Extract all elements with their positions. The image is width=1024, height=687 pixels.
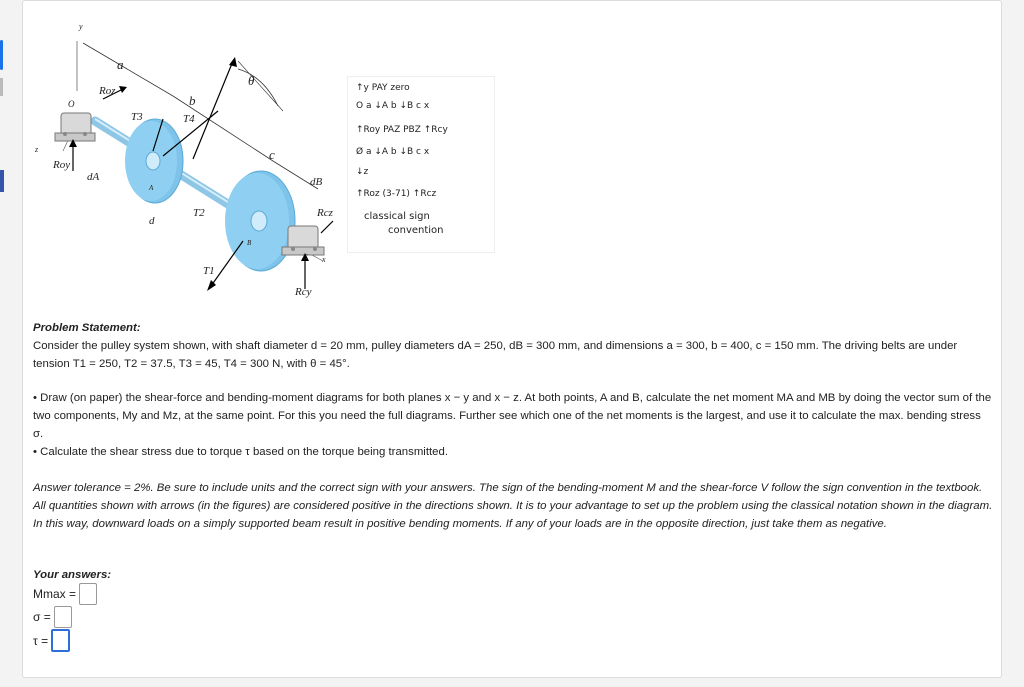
sigma-label: σ = (33, 610, 51, 624)
note-line-5: ↓z (356, 167, 369, 177)
label-theta: θ (248, 73, 255, 88)
tau-label: τ = (33, 633, 49, 648)
label-rcz: Rcz (317, 207, 333, 219)
mmax-input[interactable] (79, 583, 97, 605)
answer-row-mmax (33, 583, 97, 605)
answer-row-tau (33, 629, 70, 652)
answer-row-sigma (33, 606, 72, 628)
note-line-6: ↑Roz (3-71) ↑Rcz (356, 189, 437, 199)
label-d: d (149, 215, 155, 227)
note-line-7: classical sign (364, 211, 430, 222)
label-o: O (68, 99, 75, 109)
tau-input[interactable] (51, 629, 70, 652)
left-edge-tab (0, 40, 3, 70)
bullet-shear-stress: • Calculate the shear stress due to torque τ based on the torque being transmitted. (33, 446, 449, 458)
left-edge-marker (0, 170, 4, 192)
answer-tolerance-note: Answer tolerance = 2%. Be sure to include units and the correct sign with your answers. The sign of the bending-moment M and the shear-force V follow the sign convention in the textbook. All quantities shown with arrows (in the figures) are considered positive in the directions shown. It is to your advantage to set up the problem using the classical notation shown in the diagram. In this way, downward loads on a simply supported beam result in positive bending moments. If any of your loads are in the opposite direction, just take them as negative. (33, 482, 993, 530)
label-point-b: B (247, 239, 252, 247)
label-c: c (269, 147, 275, 162)
left-edge-tab-2 (0, 78, 3, 96)
bullet-diagrams: • Draw (on paper) the shear-force and bending-moment diagrams for both planes x − y and x − z. At both points, A and B, calculate the net moment MA and MB by doing the vector sum of the two components, My and Mz, at the same point. For this you need the full diagrams. Further see which one of the net moments is the largest, and use it to calculate the max. bending stress σ. (33, 392, 992, 440)
note-line-2: O a ↓A b ↓B c x (356, 101, 430, 111)
label-t3: T3 (131, 111, 143, 123)
problem-text: Consider the pulley system shown, with shaft diameter d = 20 mm, pulley diameters dA = 250, dB = 300 mm, and dimensions a = 300, b = 400, c = 150 mm. The driving belts are under tension T1 = 250, T2 = 37.5, T3 = 45, T4 = 300 N, with θ = 45°. (33, 340, 958, 370)
note-line-4: Ø a ↓A b ↓B c x (356, 147, 430, 157)
mmax-label: Mmax = (33, 587, 77, 601)
label-t1: T1 (203, 265, 215, 277)
label-z: z (35, 145, 39, 154)
pulley-diagram (33, 21, 343, 303)
note-line-1: ↑y PAY zero (356, 83, 410, 93)
label-db: dB (310, 176, 323, 188)
label-t4: T4 (183, 113, 195, 125)
label-point-c: C (303, 253, 308, 261)
label-t2: T2 (193, 207, 205, 219)
answers-heading: Your answers: (33, 569, 112, 581)
label-point-a: A (149, 184, 154, 192)
label-da: dA (87, 171, 100, 183)
question-card (22, 0, 1002, 678)
task-bullets (33, 389, 993, 461)
label-a: a (117, 57, 124, 72)
label-b: b (189, 93, 196, 108)
problem-heading: Problem Statement: (33, 322, 141, 334)
pulley-figure (33, 21, 343, 303)
sigma-input[interactable] (54, 606, 72, 628)
note-line-3: ↑Roy PAZ PBZ ↑Rcy (356, 125, 448, 135)
label-y: y (79, 22, 83, 31)
note-line-8: convention (388, 225, 444, 236)
label-roz: Roz (99, 85, 116, 97)
label-roy: Roy (53, 159, 71, 171)
label-rcy: Rcy (295, 286, 312, 298)
label-x: x (322, 255, 326, 264)
handwritten-notes (347, 76, 495, 253)
